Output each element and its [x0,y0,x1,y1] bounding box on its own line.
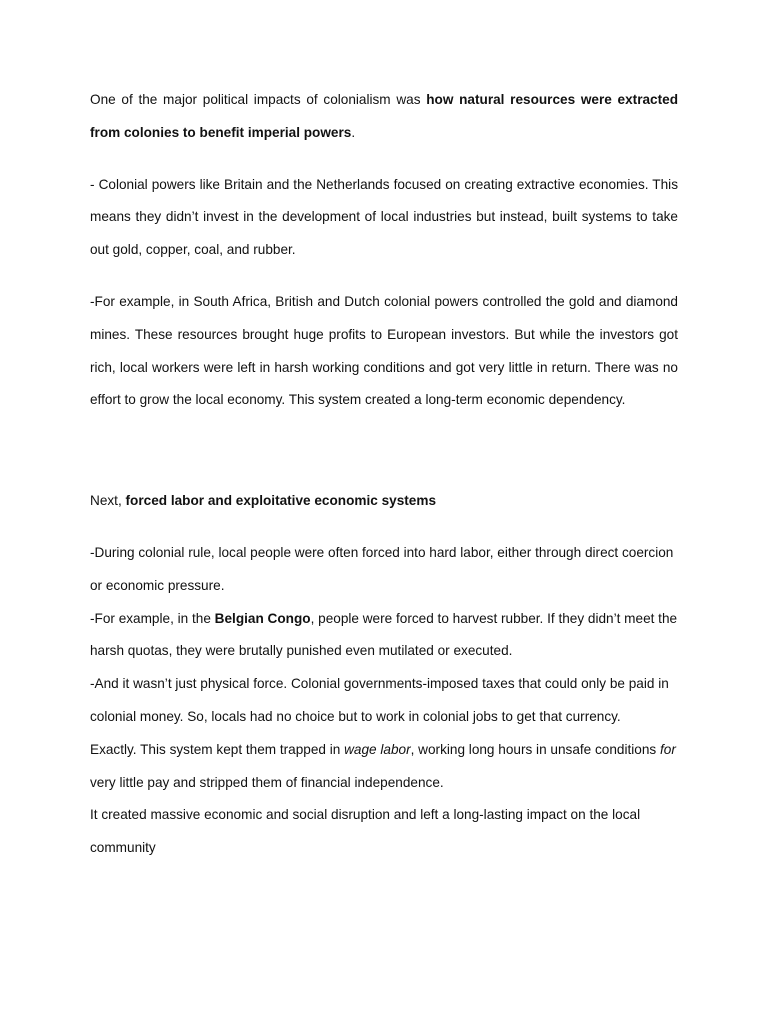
intro-bold-text: how natural resources were extracted from colonies to benefit imperial powers [90,92,678,140]
wage-text-start: Exactly. This system kept them trapped in [90,741,345,757]
paragraph-south-africa-example: -For example, in South Africa, British and Dutch colonial powers controlled the gold and diamond mines. These resources brought huge profits to European investors. But while the investors got rich, local workers were left in harsh working conditions and got very little in return. There was no effort to grow the local economy. This system created a long-term economic dependency. [90,293,678,408]
belgian-congo-bold-text: Belgian Congo [214,610,311,626]
congo-text-start: -For example, in the [90,610,215,626]
paragraph-forced-labor-heading [90,485,678,518]
paragraph-colonial-rule: -During colonial rule, local people were often forced into hard labor, either through direct coercion or economic pressure. [90,544,674,593]
congo-text-end: , people were forced to harvest rubber. If they didn’t meet the harsh quotas, they were brutally punished even mutilated or executed. [90,610,678,659]
paragraph-conclusion: It created massive economic and social disruption and left a long-lasting impact on the local community [90,807,641,856]
paragraph-wage-labor [90,734,678,800]
next-text: Next, [90,493,126,509]
paragraph-intro [90,84,678,150]
wage-text-end: very little pay and stripped them of financial independence. [90,774,444,790]
paragraph-extractive-economies: - Colonial powers like Britain and the Netherlands focused on creating extractive economies. This means they didn’t invest in the development of local industries but instead, built systems to take out gold, copper, coal, and rubber. [90,176,678,258]
intro-period: . [351,124,356,140]
for-italic-text: for [660,741,676,757]
intro-text: One of the major political impacts of colonialism was [90,92,427,107]
forced-labor-bold-text: forced labor and exploitative economic systems [125,493,437,509]
paragraph-taxes: -And it wasn’t just physical force. Colonial governments-imposed taxes that could only be paid in colonial money. So, locals had no choice but to work in colonial jobs to get that currency. [90,676,669,724]
wage-text-middle: , working long hours in unsafe conditions [410,741,660,757]
wage-labor-italic-text: wage labor [344,741,411,757]
paragraph-belgian-congo-example [90,603,678,669]
document-page [90,84,678,865]
